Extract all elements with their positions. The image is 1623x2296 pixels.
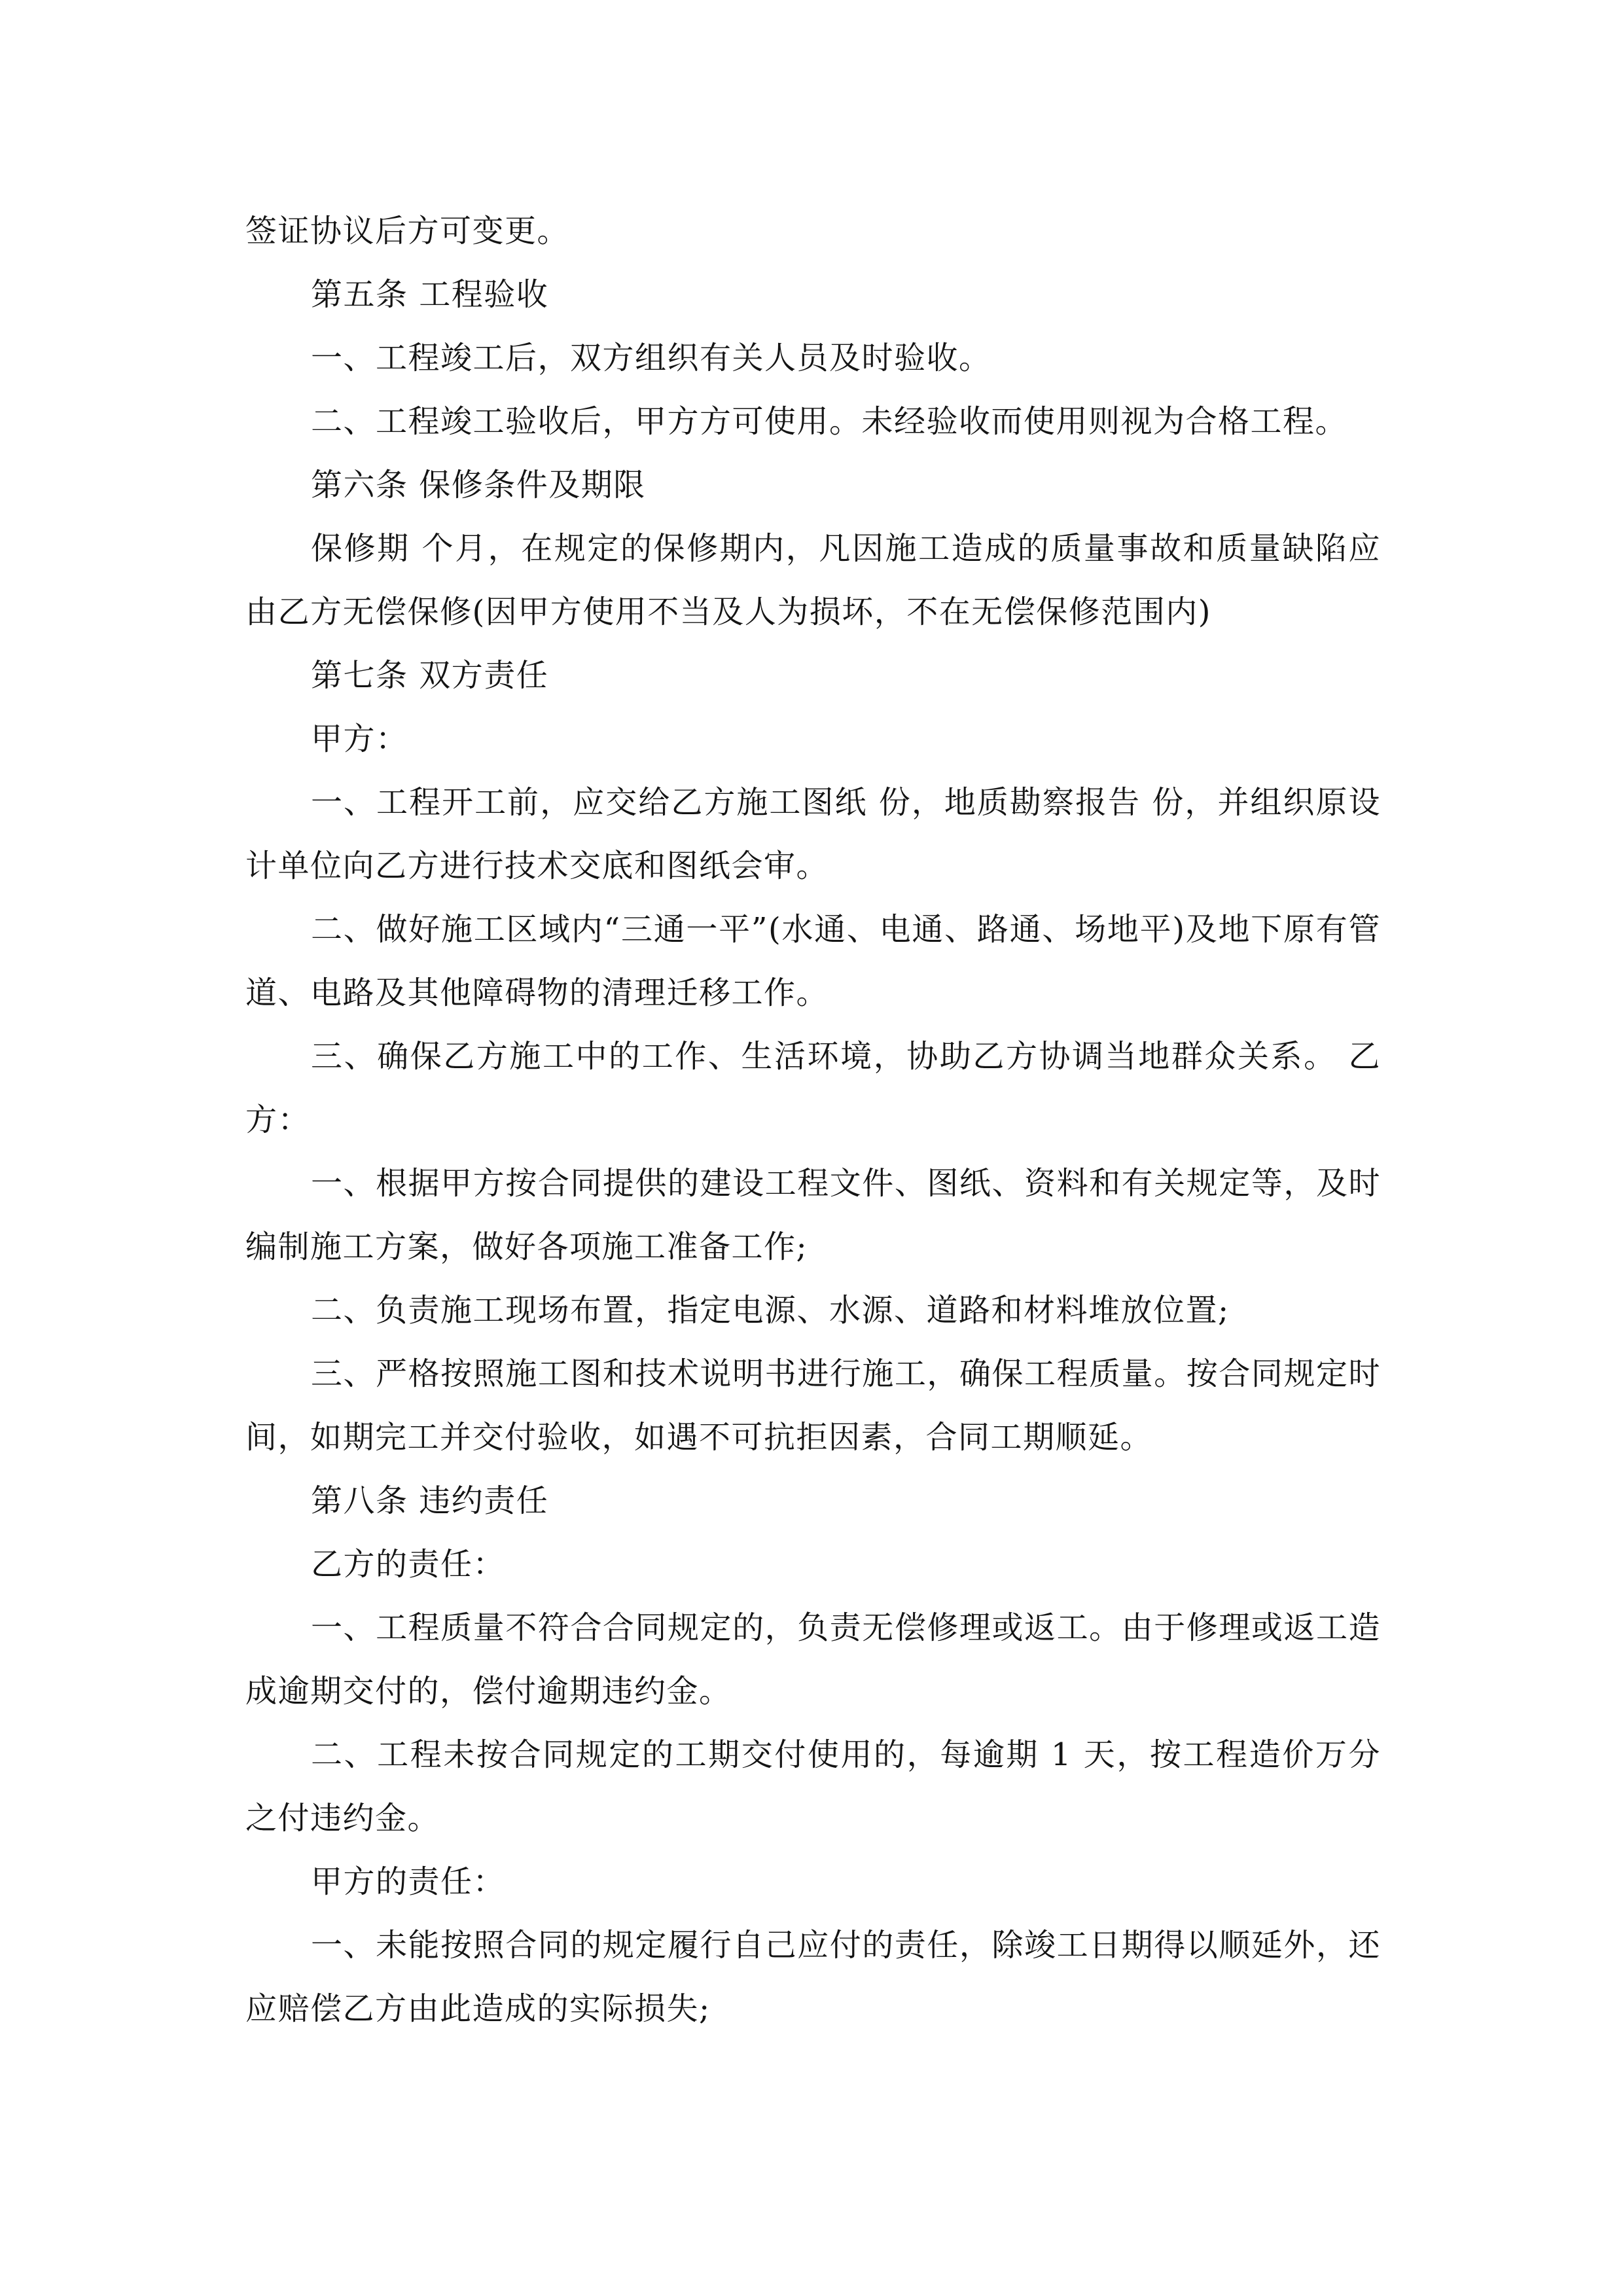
section-heading-article-5: 第五条 工程验收	[311, 276, 549, 313]
section-heading-article-8: 第八条 违约责任	[311, 1482, 549, 1519]
paragraph: 一、工程质量不符合合同规定的，负责无偿修理或返工。由于修理或返工造成逾期交付的，偿付逾期违约金。	[245, 1609, 1381, 1710]
paragraph: 三、严格按照施工图和技术说明书进行施工，确保工程质量。按合同规定时间，如期完工并交付验收，如遇不可抗拒因素，合同工期顺延。	[245, 1355, 1381, 1456]
paragraph: 二、工程未按合同规定的工期交付使用的，每逾期 1 天，按工程造价万分之付违约金。	[245, 1736, 1381, 1837]
paragraph: 二、工程竣工验收后，甲方方可使用。未经验收而使用则视为合格工程。	[311, 403, 1348, 440]
document-body	[245, 200, 1381, 2041]
section-heading-article-6: 第六条 保修条件及期限	[311, 467, 646, 503]
paragraph: 甲方的责任：	[311, 1863, 506, 1900]
paragraph: 一、根据甲方按合同提供的建设工程文件、图纸、资料和有关规定等，及时编制施工方案，做好各项施工准备工作;	[245, 1165, 1381, 1265]
paragraph: 一、工程竣工后，双方组织有关人员及时验收。	[311, 340, 991, 376]
paragraph: 乙方的责任：	[311, 1546, 506, 1583]
paragraph: 二、做好施工区域内“三通一平”(水通、电通、路通、场地平)及地下原有管道、电路及其他障碍物的清理迁移工作。	[245, 911, 1381, 1011]
paragraph: 一、工程开工前，应交给乙方施工图纸 份，地质勘察报告 份，并组织原设计单位向乙方进行技术交底和图纸会审。	[245, 784, 1381, 884]
paragraph: 签证协议后方可变更。	[245, 213, 570, 249]
paragraph: 二、负责施工现场布置，指定电源、水源、道路和材料堆放位置;	[311, 1292, 1230, 1329]
paragraph: 保修期 个月，在规定的保修期内，凡因施工造成的质量事故和质量缺陷应由乙方无偿保修(因甲方使用不当及人为损坏，不在无偿保修范围内)	[245, 530, 1381, 630]
paragraph: 一、未能按照合同的规定履行自己应付的责任，除竣工日期得以顺延外，还应赔偿乙方由此造成的实际损失;	[245, 1927, 1381, 2027]
section-heading-article-7: 第七条 双方责任	[311, 657, 549, 694]
paragraph: 三、确保乙方施工中的工作、生活环境，协助乙方协调当地群众关系。 乙方：	[245, 1038, 1381, 1138]
paragraph: 甲方：	[311, 721, 408, 757]
